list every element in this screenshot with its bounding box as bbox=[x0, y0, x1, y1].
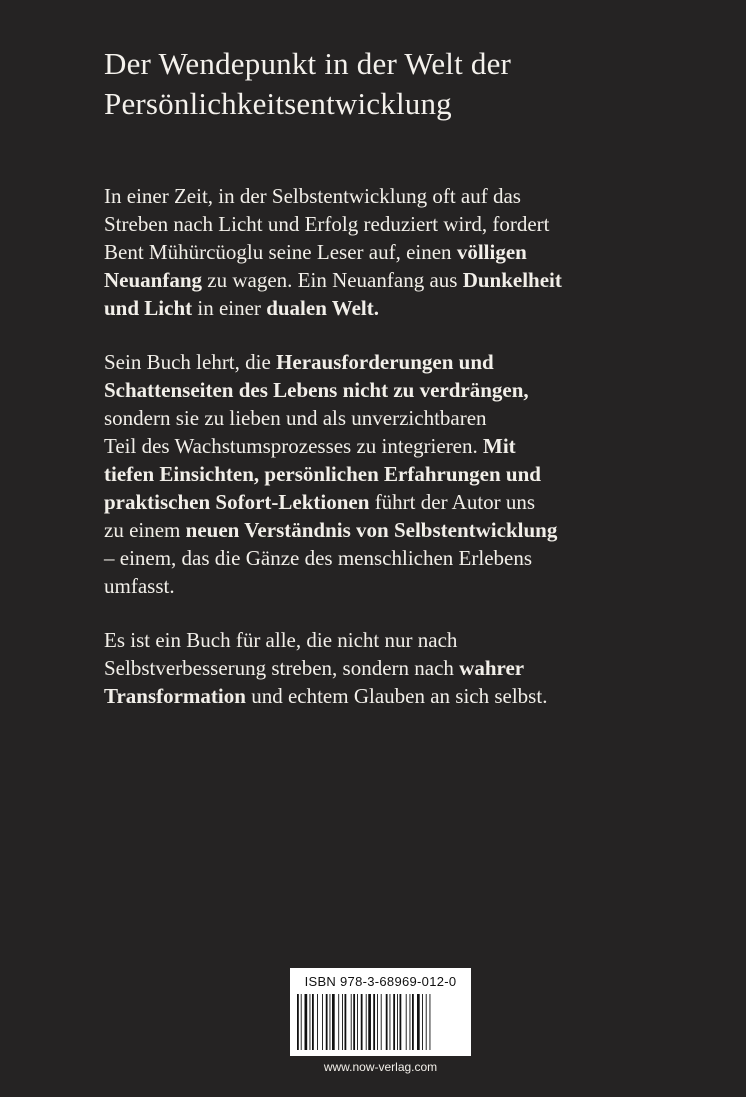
text-line: und Licht in einer dualen Welt. bbox=[104, 296, 379, 320]
bold-phrase: Neuanfang bbox=[104, 268, 203, 292]
bold-phrase: Dunkelheit bbox=[462, 268, 562, 292]
text-line: Transformation und echtem Glauben an sich selbst. bbox=[104, 684, 548, 708]
bold-phrase: wahrer bbox=[459, 656, 525, 680]
bold-phrase: Herausforderungen und bbox=[276, 350, 494, 374]
text-line: Streben nach Licht und Erfolg reduziert wird, fordert bbox=[104, 212, 550, 236]
text-line: praktischen Sofort-Lektionen führt der Autor uns bbox=[104, 490, 536, 514]
title-line-2: Persönlichkeitsentwicklung bbox=[104, 86, 452, 121]
isbn-label: ISBN 978-3-68969-012-0 bbox=[304, 974, 457, 989]
text-line: – einem, das die Gänze des menschlichen Erlebens bbox=[104, 546, 533, 570]
bold-phrase: neuen Verständnis von Selbstentwicklung bbox=[185, 518, 558, 542]
title-line-1: Der Wendepunkt in der Welt der bbox=[104, 46, 512, 81]
bold-phrase: und Licht bbox=[104, 296, 193, 320]
bold-phrase: völligen bbox=[456, 240, 527, 264]
back-cover-title bbox=[104, 44, 664, 124]
bold-phrase: Schattenseiten des Lebens nicht zu verdrängen, bbox=[104, 378, 529, 402]
publisher-url: www.now-verlag.com bbox=[323, 1060, 438, 1074]
bold-phrase: dualen Welt. bbox=[266, 296, 379, 320]
text-line: zu einem neuen Verständnis von Selbstentwicklung bbox=[104, 518, 558, 542]
text-line bbox=[104, 376, 644, 404]
bold-phrase: Transformation bbox=[104, 684, 246, 708]
paragraph-intro bbox=[104, 182, 644, 322]
text-line: Neuanfang zu wagen. Ein Neuanfang aus Dunkelheit bbox=[104, 268, 562, 292]
paragraph-book-description bbox=[104, 348, 644, 600]
text-line: sondern sie zu lieben und als unverzichtbaren bbox=[104, 406, 487, 430]
text-line: Teil des Wachstumsprozesses zu integrieren. Mit bbox=[104, 434, 516, 458]
text-line: Selbstverbesserung streben, sondern nach wahrer bbox=[104, 656, 525, 680]
text-line bbox=[104, 460, 644, 488]
bold-phrase: tiefen Einsichten, persönlichen Erfahrungen und bbox=[104, 462, 541, 486]
isbn-barcode bbox=[290, 968, 471, 1056]
text-line: umfasst. bbox=[104, 574, 175, 598]
bold-phrase: Mit bbox=[483, 434, 516, 458]
bold-phrase: praktischen Sofort-Lektionen bbox=[104, 490, 370, 514]
text-line: Sein Buch lehrt, die Herausforderungen und bbox=[104, 350, 494, 374]
text-line: Bent Mühürcüoglu seine Leser auf, einen völligen bbox=[104, 240, 527, 264]
text-line: Es ist ein Buch für alle, die nicht nur nach bbox=[104, 628, 458, 652]
paragraph-audience bbox=[104, 626, 644, 710]
text-line: In einer Zeit, in der Selbstentwicklung oft auf das bbox=[104, 184, 521, 208]
barcode-bars bbox=[296, 994, 465, 1050]
